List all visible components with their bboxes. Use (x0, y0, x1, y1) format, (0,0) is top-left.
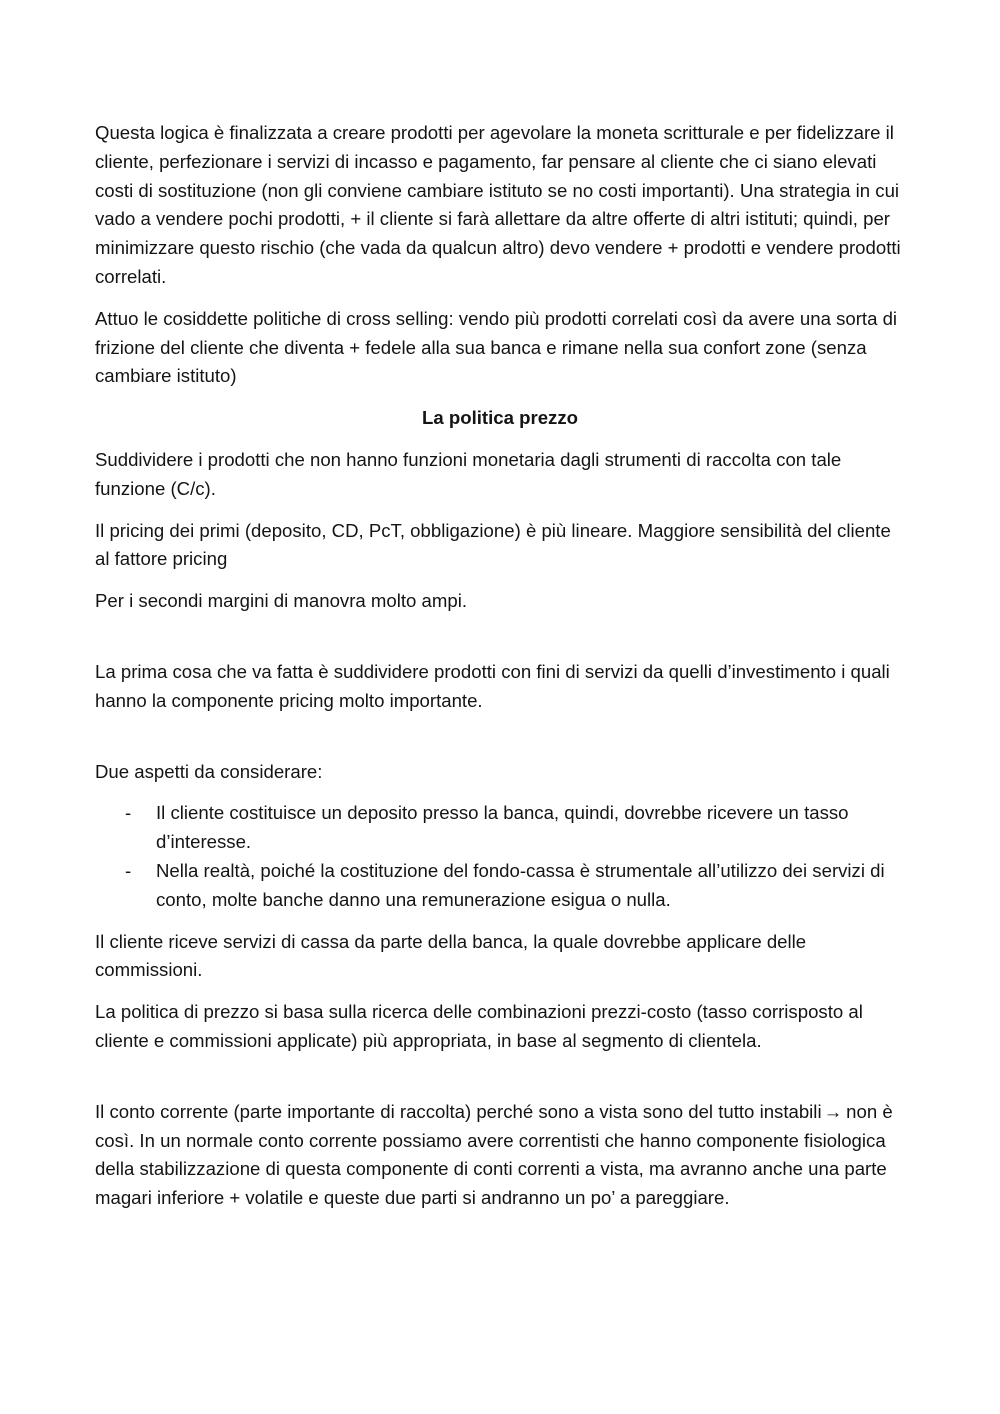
paragraph-conto-corrente (95, 1098, 905, 1213)
section-title: La politica prezzo (421, 407, 578, 429)
paragraph-moneta-scritturale: Questa logica è finalizzata a creare prodotti per agevolare la moneta scritturale e per fidelizzare il cliente, perfezionare i servizi di incasso e pagamento, far pensare al cliente che ci siano elevati costi di sostituzione (non gli conviene cambiare istituto se no costi importanti). Una strategia in cui vado a vendere pochi prodotti, + il cliente si farà allettare da altre offerte di altri istituti; quindi, per minimizzare questo rischio (che vada da qualcun altro) devo vendere + prodotti e vendere prodotti correlati. (95, 122, 901, 287)
list-item (95, 857, 905, 915)
list-item-text: Il cliente costituisce un deposito presso la banca, quindi, dovrebbe ricevere un tasso d’interesse. (156, 802, 849, 853)
dash-bullet: - (125, 859, 132, 881)
paragraph-due-aspetti: Due aspetti da considerare: (95, 760, 323, 782)
paragraph-pricing-primi: Il pricing dei primi (deposito, CD, PcT, obbligazione) è più lineare. Maggiore sensibilità del cliente al fattore pricing (95, 519, 891, 570)
paragraph-servizi-cassa: Il cliente riceve servizi di cassa da parte della banca, la quale dovrebbe applicare delle commissioni. (95, 930, 807, 981)
right-arrow-icon: → (823, 1100, 843, 1122)
paragraph-secondi: Per i secondi margini di manovra molto ampi. (95, 590, 468, 612)
list-item (95, 799, 905, 857)
dash-bullet: - (125, 802, 132, 824)
list-item-text: Nella realtà, poiché la costituzione del fondo-cassa è strumentale all’utilizzo dei servizi di conto, molte banche danno una remunerazione esigua o nulla. (156, 859, 885, 910)
blank-line (95, 629, 905, 658)
paragraph-politica-prezzo: La politica di prezzo si basa sulla ricerca delle combinazioni prezzi-costo (tasso corrisposto al cliente e commissioni applicate) più appropriata, in base al segmento di clientela. (95, 1001, 863, 1051)
conto-corrente-text-start: Il conto corrente (parte importante di raccolta) perché sono a vista sono del tutto instabili (95, 1100, 822, 1122)
blank-line (95, 1069, 905, 1098)
paragraph-prima-cosa: La prima cosa che va fatta è suddividere prodotti con fini di servizi da quelli d’investimento i quali hanno la componente pricing molto importante. (95, 660, 890, 711)
blank-line (95, 729, 905, 758)
aspects-list (95, 799, 905, 914)
paragraph-suddividere: Suddividere i prodotti che non hanno funzioni monetaria dagli strumenti di raccolta con tale funzione (C/c). (95, 448, 842, 499)
paragraph-cross-selling: Attuo le cosiddette politiche di cross selling: vendo più prodotti correlati così da avere una sorta di frizione del cliente che diventa + fedele alla sua banca e rimane nella sua confort zone (senza cambiare istituto) (95, 307, 898, 387)
conto-corrente-text-end: non è così. In un normale conto corrente possiamo avere correntisti che hanno componente fisiologica della stabilizzazione di questa componente di conti correnti a vista, ma avranno anche una parte magari inferiore + volatile e queste due parti si andranno un po’ a pareggiare. (95, 1100, 893, 1209)
